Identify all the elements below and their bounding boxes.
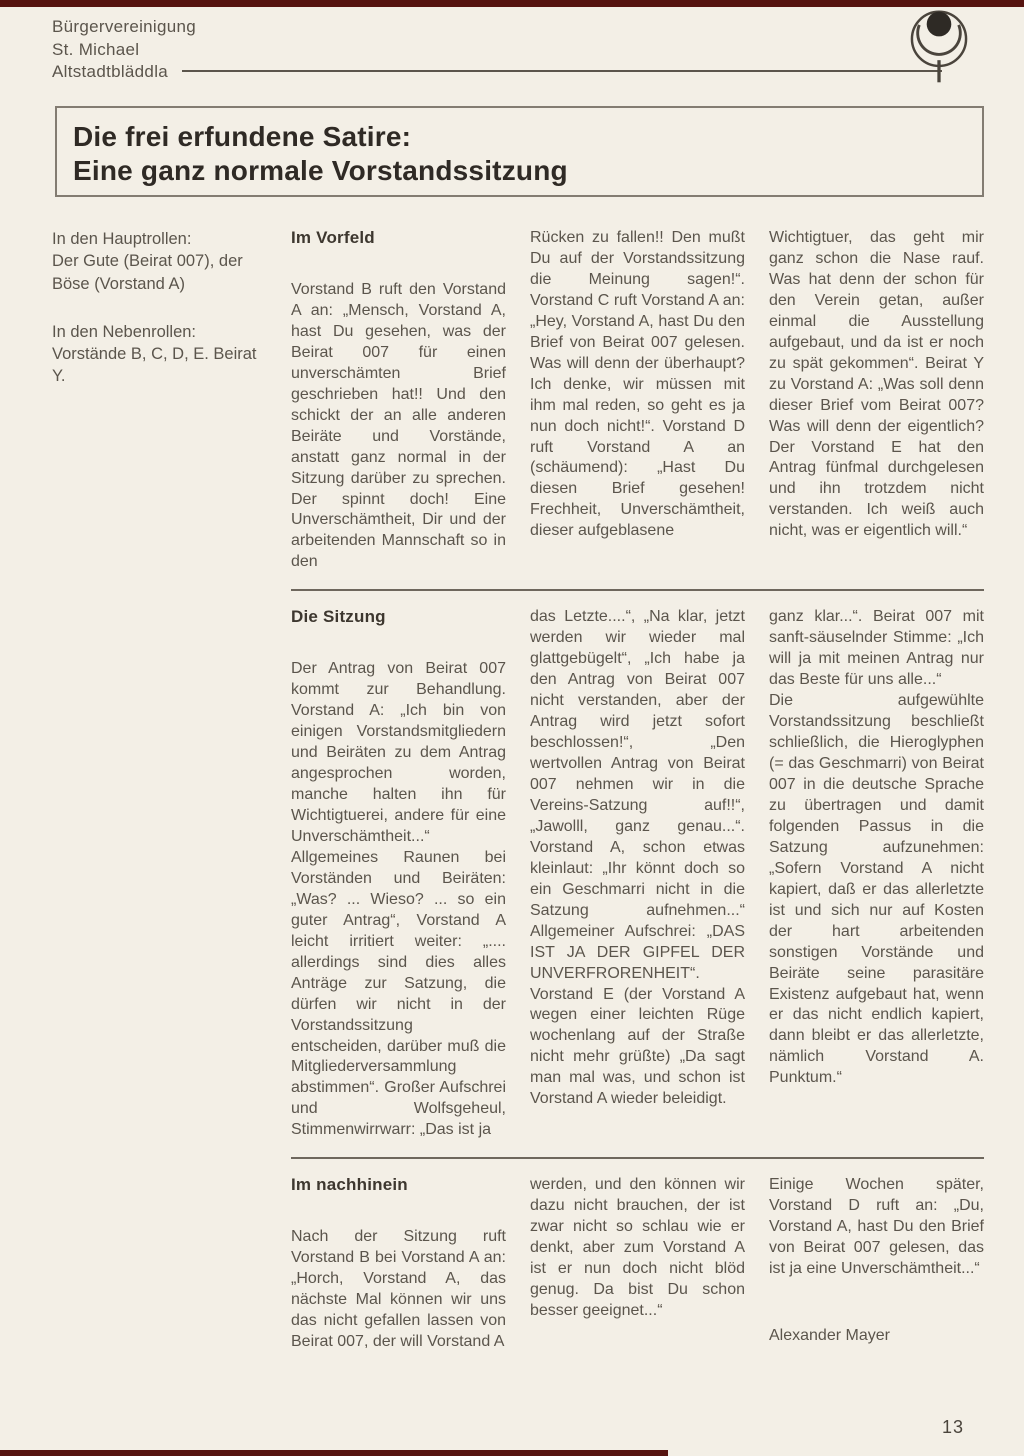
article-title-line1: Die frei erfundene Satire: [73, 121, 412, 152]
masthead-org-name: Bürgervereinigung [52, 17, 197, 36]
body-paragraph: werden, und den können wir dazu nicht brauchen, der ist zwar nicht so schlau wie er denkt, aber zum Vorstand A ist er nun doch nicht blöd genug. Da bist Du schon besser geeignet...“ [530, 1176, 745, 1319]
cast-side-roles: Vorstände B, C, D, E. Beirat Y. [52, 345, 257, 386]
section-im-nachhinein [52, 1175, 984, 1353]
cast-side [52, 321, 267, 388]
empty-column [52, 1175, 267, 1353]
body-paragraph: Vorstand B ruft den Vorstand A an: „Mensch, Vorstand A, hast Du gesehen, was der Beirat 007 für einen unverschämten Brief geschrieben hat!! Und den schickt der an alle anderen Beiräte und Vorstände, anstatt ganz normal in der Sitzung darüber zu sprechen. Der spinnt doch! Eine Unverschämtheit, Dir und der arbeitenden Mannschaft so in den [291, 281, 506, 571]
im-vorfeld-col-1 [291, 228, 506, 573]
body-paragraph: Nach der Sitzung ruft Vorstand B bei Vorstand A an: „Horch, Vorstand A, das nächste Mal können wir uns das nicht gefallen lassen von Beirat 007, der will Vorstand A [291, 1228, 506, 1351]
body-paragraph: Rücken zu fallen!! Den mußt Du auf der Vorstandssitzung die Meinung sagen!“. Vorstand C ruft Vorstand A an: „Hey, Vorstand A, hast Du den Brief von Beirat 007 gelesen. Was will denn der überhaupt? Ich denke, wir müssen mit ihm mal reden, so geht es ja nun doch nicht!“. Vorstand D ruft Vorstand A an (schäumend): „Hast Du diesen Brief gesehen! Frechheit, Unverschämtheit, dieser aufgeblasene [530, 229, 745, 540]
cast-main-roles: Der Gute (Beirat 007), der Böse (Vorstand A) [52, 252, 243, 293]
scan-edge-bottom [0, 1450, 668, 1456]
article-title [73, 120, 962, 187]
tulip-logo-icon [898, 6, 980, 89]
im-vorfeld-col-2 [530, 228, 745, 573]
im-nachhinein-col-2 [530, 1175, 745, 1353]
masthead-org-name-2: St. Michael [52, 39, 140, 59]
die-sitzung-col-2 [530, 607, 745, 1141]
page-number: 13 [941, 1417, 964, 1437]
cast-list [52, 228, 267, 573]
im-nachhinein-col-1 [291, 1175, 506, 1353]
author-byline: Alexander Mayer [769, 1327, 890, 1345]
cast-main-label: In den Hauptrollen: [52, 230, 192, 248]
cast-side-label: In den Nebenrollen: [52, 322, 197, 341]
die-sitzung-col-1 [291, 607, 506, 1141]
masthead-publication-name: Altstadtbläddla [52, 62, 169, 82]
body-paragraph: Der Antrag von Beirat 007 kommt zur Behandlung. Vorstand A: „Ich bin von einigen Vorstandsmitgliedern und Beiräten zu dem Antrag angesprochen worden, manche halten ihn für Wichtigtuerei, andere für eine Unverschämtheit...“ Allgemeines Raunen bei Vorständen und Beiräten: „Was? ... Wieso? ... so ein guter Antrag“, Vorstand A leicht irritiert weiter: „.... allerdings sind dies alles Anträge zur Satzung, die dürfen wir nicht in der Vorstandssitzung entscheiden, darüber muß die Mitgliederversammlung abstimmen“. Großer Aufschrei und Wolfsgeheul, Stimmenwirrwarr: „Das ist ja [291, 660, 506, 1139]
section-heading-im-vorfeld: Im Vorfeld [291, 228, 375, 247]
scan-edge-top [0, 0, 1024, 7]
body-paragraph: Einige Wochen später, Vorstand D ruft an: „Du, Vorstand A, hast Du den Brief von Beirat 007 gelesen, das ist ja eine Unverschämtheit...“ [769, 1176, 984, 1278]
article-body [52, 228, 984, 1353]
article-title-box [55, 106, 984, 197]
section-heading-im-nachhinein: Im nachhinein [291, 1175, 408, 1195]
article-title-line2: Eine ganz normale Vorstandssitzung [73, 154, 568, 186]
masthead [52, 16, 196, 84]
body-paragraph: ganz klar...“. Beirat 007 mit sanft-säuselnder Stimme: „Ich will ja mit meinen Antrag nur das Beste für uns alle...“ [769, 608, 984, 689]
im-vorfeld-col-3 [769, 228, 984, 573]
die-sitzung-col-3 [769, 607, 984, 1141]
body-paragraph: Die aufgewühlte Vorstandssitzung beschließt schließlich, die Hieroglyphen (= das Geschmarri) von Beirat 007 in die deutsche Sprache zu übertragen und damit folgenden Passus in die Satzung aufzunehmen: „Sofern Vorstand A nicht kapiert, daß er das allerletzte ist und sich nur auf Kosten der hart arbeitenden sonstigen Vorstände und Beiräte seine parasitäre Existenz aufgebaut hat, wenn er das nicht endlich kapiert, dann bleibt er das allerletzte, nämlich Vorstand A. Punktum.“ [769, 692, 984, 1087]
section-im-vorfeld [52, 228, 984, 573]
section-die-sitzung [52, 607, 984, 1141]
section-divider [291, 1157, 984, 1159]
masthead-rule [182, 70, 942, 72]
body-paragraph: Wichtigtuer, das geht mir ganz schon die Nase rauf. Was hat denn der schon für den Verein getan, außer einmal die Ausstellung aufgebaut, und da ist er noch zu spät gekommen“. Beirat Y zu Vorstand A: „Was soll denn dieser Brief vom Beirat 007? Was will denn der eigentlich? Der Vorstand E hat den Antrag fünfmal durchgelesen und ihn trotzdem nicht verstanden. Ich weiß auch nicht, was er eigentlich will.“ [769, 229, 984, 540]
cast-main [52, 228, 267, 295]
section-heading-die-sitzung: Die Sitzung [291, 607, 386, 627]
body-paragraph: das Letzte....“, „Na klar, jetzt werden wir wieder mal glattgebügelt“, „Ich habe ja den Antrag von Beirat 007 nicht verstanden, aber der Antrag wird jetzt sofort beschlossen!“, „Den wertvollen Antrag von Beirat 007 nehmen wir in die Vereins-Satzung auf!!“, „Jawolll, ganz genau...“. Vorstand A, schon etwas kleinlaut: „Ihr könnt doch so ein Geschmarri nicht in die Satzung aufnehmen...“ Allgemeiner Aufschrei: „DAS IST JA DER GIPFEL DER UNVERFRORENHEIT“. Vorstand E (der Vorstand A wegen einer leichten Rüge wochenlang auf der Straße nicht mehr grüßte) „Da sagt man mal was, und schon ist Vorstand A wieder beleidigt. [530, 608, 745, 1108]
im-nachhinein-col-3 [769, 1175, 984, 1353]
empty-column [52, 607, 267, 1141]
section-divider [291, 589, 984, 591]
